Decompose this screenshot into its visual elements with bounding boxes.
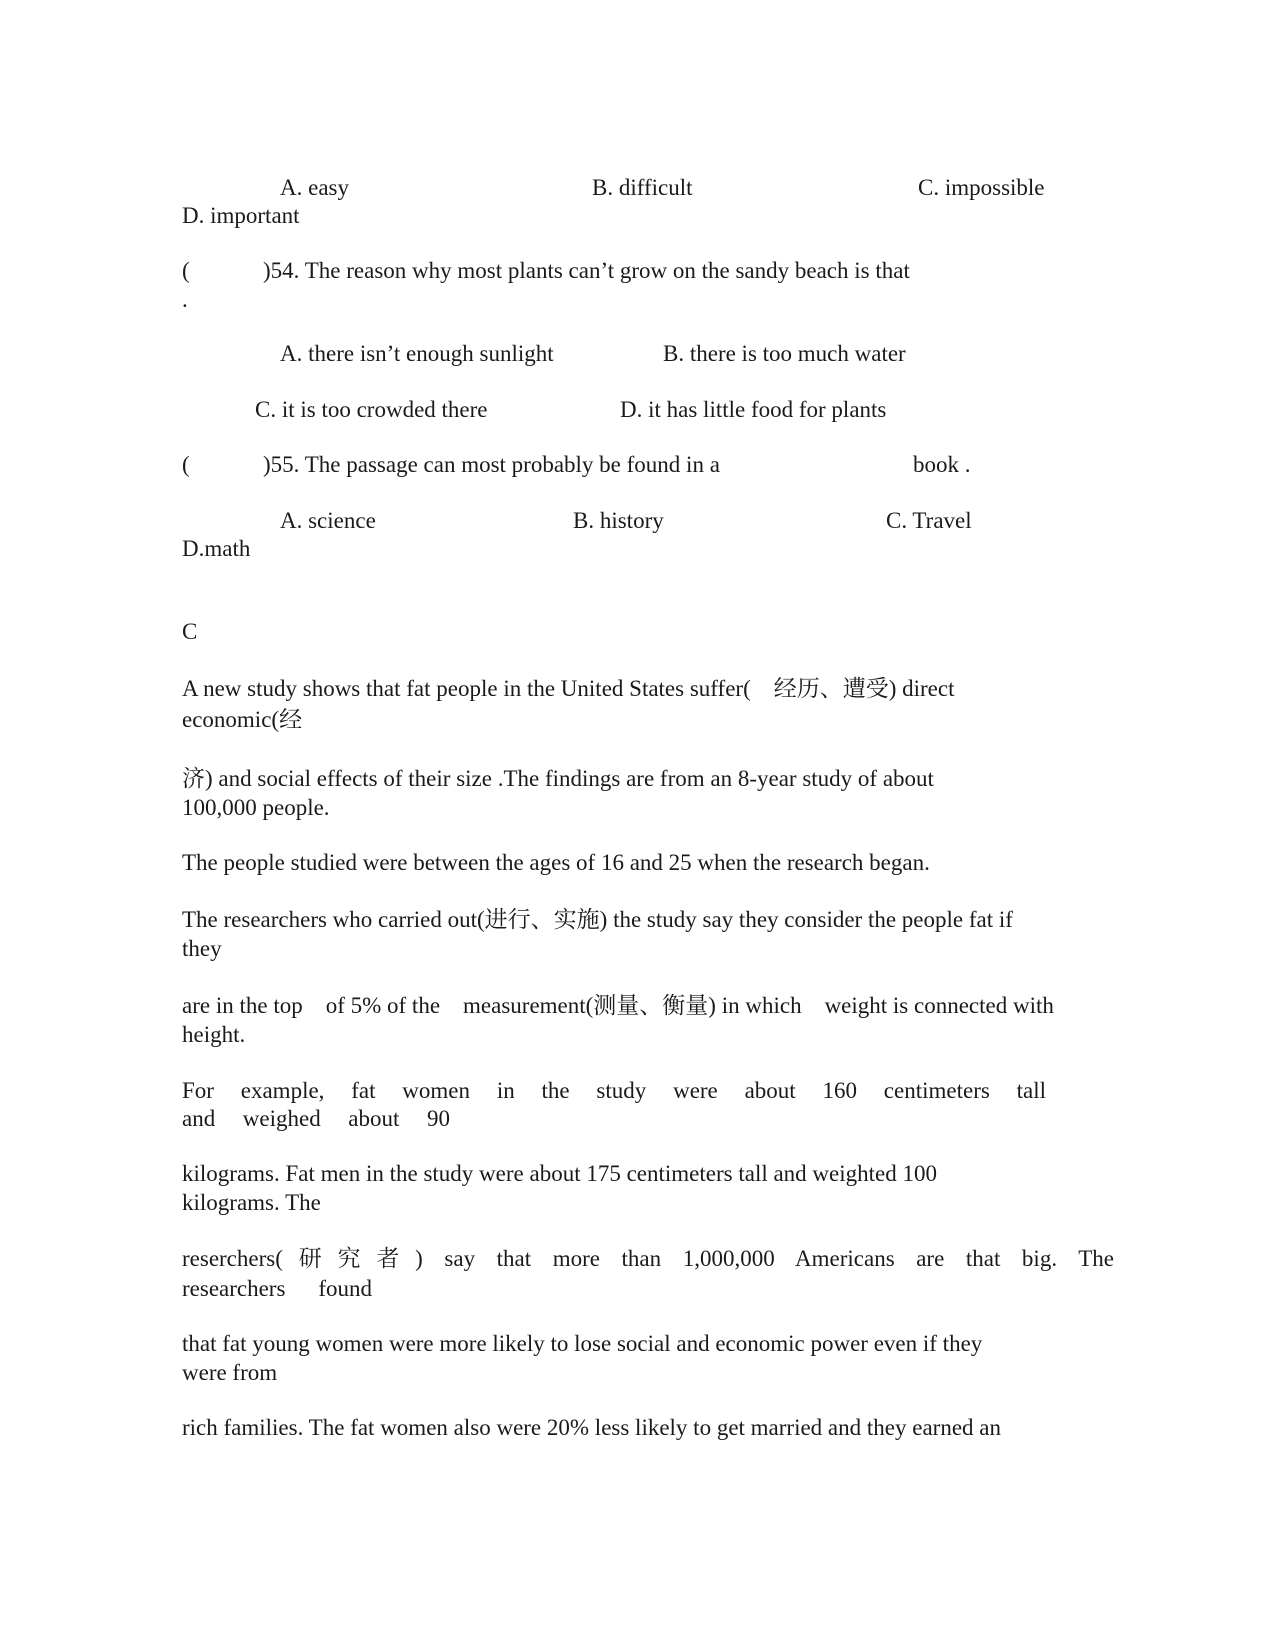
q54-option-c: C. it is too crowded there (255, 397, 488, 422)
q55-option-d: D.math (182, 536, 251, 561)
passage-line: kilograms. The (182, 1190, 321, 1215)
passage-line: were from (182, 1360, 278, 1385)
passage-line: kilograms. Fat men in the study were about 175 centimeters tall and weighted 100 (182, 1161, 937, 1186)
q53-option-b: B. difficult (592, 175, 693, 200)
passage-line: that fat young women were more likely to lose social and economic power even if they (182, 1331, 983, 1356)
passage-line: The people studied were between the ages of 16 and 25 when the research began. (182, 850, 930, 875)
q54-option-b: B. there is too much water (663, 341, 906, 366)
passage-line: reserchers(研究者) say that more than 1,000,000 Americans are that big. The (182, 1246, 1114, 1271)
passage-line: they (182, 936, 222, 961)
passage-line: rich families. The fat women also were 20% less likely to get married and they earned an (182, 1415, 1001, 1440)
passage-line: For example, fat women in the study were about 160 centimeters tall (182, 1078, 1046, 1103)
passage-line: height. (182, 1022, 246, 1047)
passage-line: and weighed about 90 (182, 1106, 450, 1131)
q54-stem: )54. The reason why most plants can’t grow on the sandy beach is that (263, 258, 910, 283)
passage-line: The researchers who carried out(进行、实施) the study say they consider the people fat if (182, 907, 1013, 932)
passage-line: 100,000 people. (182, 795, 330, 820)
q53-option-d: D. important (182, 203, 300, 228)
q55-option-b: B. history (573, 508, 664, 533)
q54-option-d: D. it has little food for plants (620, 397, 887, 422)
q55-option-a: A. science (280, 508, 376, 533)
passage-line: are in the top of 5% of the measurement(测量、衡量) in which weight is connected with (182, 993, 1054, 1018)
q53-option-c: C. impossible (918, 175, 1045, 200)
q54-option-a: A. there isn’t enough sunlight (280, 341, 554, 366)
section-label: C (182, 619, 198, 644)
passage-line: economic(经 (182, 707, 303, 732)
q55-stem-tail: book . (913, 452, 971, 477)
passage-line: A new study shows that fat people in the United States suffer( 经历、遭受) direct (182, 676, 955, 701)
q54-answer-paren: ( (182, 258, 190, 283)
q53-option-a: A. easy (280, 175, 349, 200)
q55-option-c: C. Travel (886, 508, 972, 533)
q55-stem: )55. The passage can most probably be found in a (263, 452, 720, 477)
q55-answer-paren: ( (182, 452, 190, 477)
q54-blank-dot: . (182, 287, 188, 312)
passage-line: researchers found (182, 1276, 372, 1301)
passage-line: 济) and social effects of their size .The findings are from an 8-year study of about (182, 766, 934, 791)
